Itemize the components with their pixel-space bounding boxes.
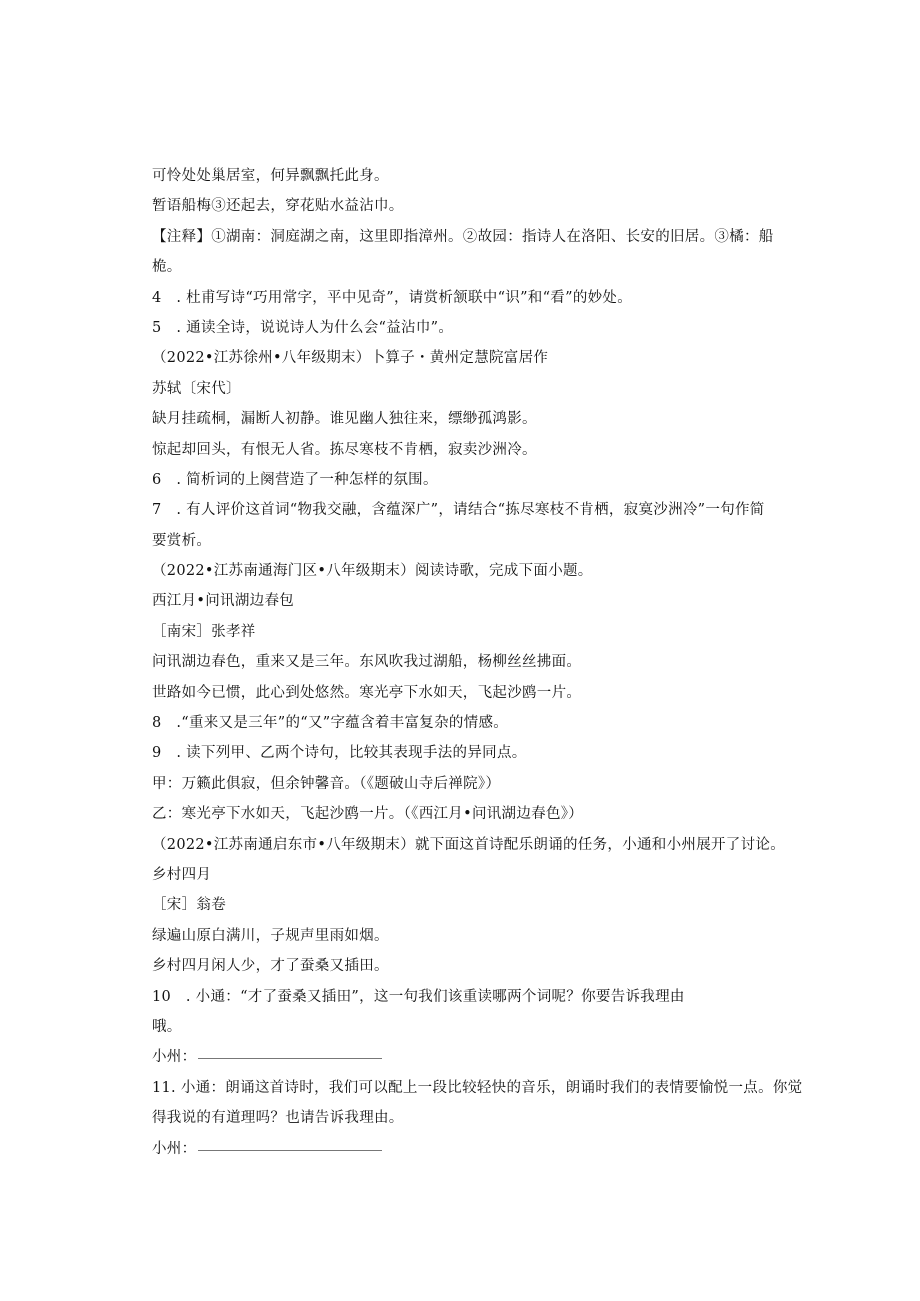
document-body bbox=[152, 161, 832, 1164]
section-header-qidong: （2022•江苏南通启东市•八年级期末）就下面这首诗配乐朗诵的任务，小通和小州展开了讨论。 bbox=[152, 836, 786, 853]
question-4: 4 . 杜甫写诗“巧用常字，平中见奇”，请赏析颔联中“识”和“看”的妙处。 bbox=[152, 289, 633, 306]
poem-line: 乡村四月闲人少，才了蚕桑又插田。 bbox=[152, 958, 389, 975]
question-7-cont: 要赏析。 bbox=[152, 532, 212, 549]
poem-author: ［南宋］张孝祥 bbox=[152, 623, 256, 640]
question-9: 9 . 读下列甲、乙两个诗句，比较其表现手法的异同点。 bbox=[152, 745, 527, 762]
question-6: 6 . 简析词的上阕营造了一种怎样的氛围。 bbox=[152, 471, 438, 488]
answer-label: 小州： bbox=[152, 1049, 197, 1066]
poem-line: 惊起却回头，有恨无人省。拣尽寒枝不肯栖，寂卖沙洲冷。 bbox=[152, 441, 537, 458]
question-5: 5 . 通读全诗，说说诗人为什么会“益沾巾”。 bbox=[152, 319, 454, 336]
annotation-text: 【注释】①湖南：洞庭湖之南，这里即指漳州。②故园：指诗人在洛阳、长安的旧居。③橘：船 bbox=[152, 228, 774, 245]
poem-title: 西江月•问讯湖边春包 bbox=[152, 593, 295, 610]
answer-label: 小州： bbox=[152, 1140, 197, 1157]
answer-line-10 bbox=[152, 1042, 832, 1072]
question-8: 8 .“重来又是三年”的“又”字蕴含着丰富复杂的情感。 bbox=[152, 715, 509, 732]
answer-line-11 bbox=[152, 1134, 832, 1164]
poem-title: 乡村四月 bbox=[152, 866, 212, 883]
poem-line: 缺月挂疏桐，漏断人初静。谁见幽人独往来，缥缈孤鸿影。 bbox=[152, 411, 537, 428]
poem-line: 绿遍山原白满川，子规声里雨如烟。 bbox=[152, 927, 389, 944]
question-7: 7 . 有人评价这首词“物我交融，含蕴深广”，请结合“拣尽寒枝不肯栖，寂寞沙洲冷”一句作简 bbox=[152, 502, 765, 519]
poem-line: 世路如今已惯，此心到处悠然。寒光亭下水如天，飞起沙鸥一片。 bbox=[152, 684, 582, 701]
poem-author: 苏轼〔宋代〕 bbox=[152, 380, 241, 397]
answer-blank[interactable] bbox=[198, 1058, 382, 1059]
annotation-text-cont: 桅。 bbox=[152, 259, 182, 276]
question-11-cont: 得我说的有道理吗？也请告诉我理由。 bbox=[152, 1110, 404, 1127]
section-header-haimen: （2022•江苏南通海门区•八年级期末）阅读诗歌，完成下面小题。 bbox=[152, 563, 593, 580]
poem-line: 问讯湖边春色，重来又是三年。东风吹我过湖船，杨柳丝丝拂面。 bbox=[152, 654, 582, 671]
verse-yi: 乙：寒光亭下水如天，飞起沙鸥一片。（《西江月•问讯湖边春色》） bbox=[152, 806, 584, 823]
question-10-cont: 哦。 bbox=[152, 1018, 182, 1035]
poem-author: ［宋］翁卷 bbox=[152, 897, 226, 914]
question-10: 10 . 小通：“才了蚕桑又插田”，这一句我们该重读哪两个词呢？你要告诉我理由 bbox=[152, 988, 685, 1005]
question-11: 11. 小通：朗诵这首诗时，我们可以配上一段比较轻快的音乐，朗诵时我们的表情要愉悦一点。你觉 bbox=[152, 1079, 803, 1096]
section-header-xuzhou: （2022•江苏徐州•八年级期末）卜算子・黄州定慧院富居作 bbox=[152, 350, 549, 367]
verse-jia: 甲：万籁此俱寂，但余钟馨音。（《题破山寺后禅院》） bbox=[152, 775, 501, 792]
poem-line-2: 暂语船梅③还起去，穿花贴水益沾巾。 bbox=[152, 198, 404, 215]
answer-blank[interactable] bbox=[198, 1150, 382, 1151]
poem-line-1: 可怜处处巢居室，何异飘飘托此身。 bbox=[152, 168, 389, 184]
